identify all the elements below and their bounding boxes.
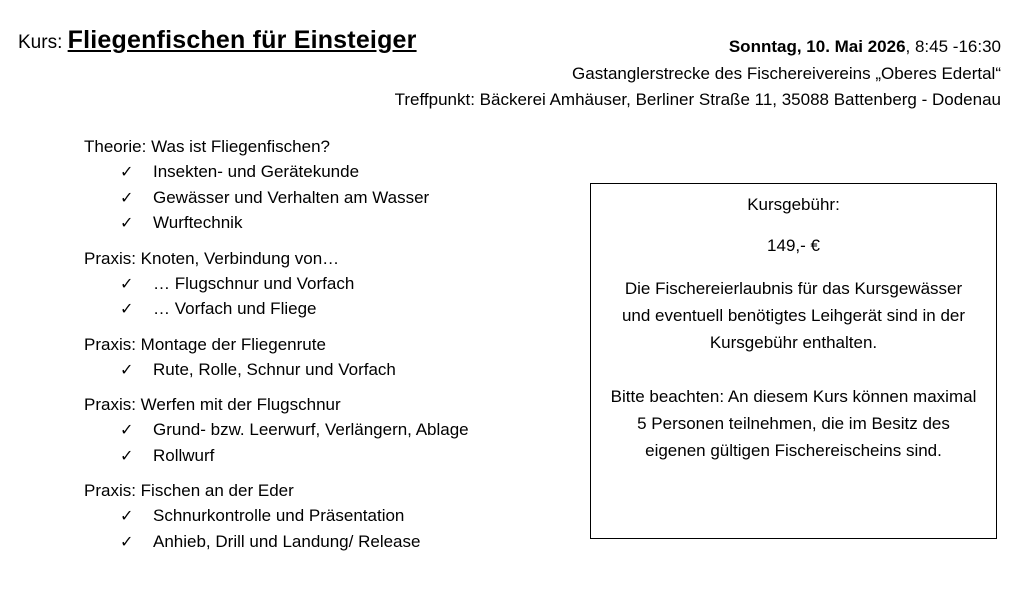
agenda-item [84,185,584,211]
agenda-item [84,271,584,297]
check-icon: ✓ [120,531,134,551]
agenda-item [84,210,584,236]
course-title-line [18,26,417,55]
course-agenda [84,134,584,564]
course-prefix: Kurs: [18,32,63,53]
meeting-point: Treffpunkt: Bäckerei Amhäuser, Berliner Straße 11, 35088 Battenberg - Dodenau [394,90,1001,109]
agenda-item-text: Grund- bzw. Leerwurf, Verlängern, Ablage [153,420,469,439]
agenda-item-text: Rute, Rolle, Schnur und Vorfach [153,359,396,379]
section-heading: Praxis: Werfen mit der Flugschnur [84,395,341,414]
agenda-item-text: Schnurkontrolle und Präsentation [153,506,405,525]
course-details [395,34,1001,114]
agenda-item [84,159,584,185]
fee-price: 149,- € [767,236,820,255]
fee-note: Bitte beachten: An diesem Kurs können maximal 5 Personen teilnehmen, die im Besitz des eigenen gültigen Fischereischeins sind. [610,387,977,460]
agenda-item-text: … Flugschnur und Vorfach [153,273,355,293]
check-icon: ✓ [120,187,134,207]
agenda-section [84,134,584,236]
agenda-item [84,296,584,322]
course-title: Fliegenfischen für Einsteiger [67,26,417,54]
course-date-line [395,34,1001,61]
agenda-section [84,478,584,554]
agenda-item-text: Rollwurf [153,445,215,465]
fee-info: Die Fischereierlaubnis für das Kursgewässer und eventuell benötigtes Leihgerät sind in der Kursgebühr enthalten. [621,279,966,352]
agenda-item [84,503,584,529]
agenda-item-text: Wurftechnik [153,213,243,232]
agenda-item-text: Anhieb, Drill und Landung/ Release [153,531,421,551]
agenda-section [84,246,584,322]
check-icon: ✓ [120,420,134,439]
section-heading: Praxis: Montage der Fliegenrute [84,334,326,354]
agenda-item [84,443,584,469]
fee-box [590,183,997,539]
section-heading: Theorie: Was ist Fliegenfischen? [84,137,330,156]
agenda-item-text: Gewässer und Verhalten am Wasser [153,187,430,207]
course-location: Gastanglerstrecke des Fischereivereins „Oberes Edertal“ [572,63,1001,83]
agenda-item-text: Insekten- und Gerätekunde [153,162,360,181]
course-date: Sonntag, 10. Mai 2026 [728,37,906,56]
section-heading: Praxis: Knoten, Verbindung von… [84,248,340,268]
fee-label: Kursgebühr: [747,195,840,214]
check-icon: ✓ [120,299,134,318]
check-icon: ✓ [120,359,134,379]
agenda-item [84,417,584,443]
check-icon: ✓ [120,162,134,181]
agenda-section [84,332,584,383]
agenda-item [84,357,584,383]
section-heading: Praxis: Fischen an der Eder [84,481,294,500]
agenda-section [84,392,584,468]
check-icon: ✓ [120,213,134,232]
check-icon: ✓ [120,506,134,525]
agenda-item [84,529,584,555]
check-icon: ✓ [120,445,134,465]
check-icon: ✓ [120,273,134,293]
course-time: , 8:45 -16:30 [905,37,1001,56]
agenda-item-text: … Vorfach und Fliege [153,299,317,318]
